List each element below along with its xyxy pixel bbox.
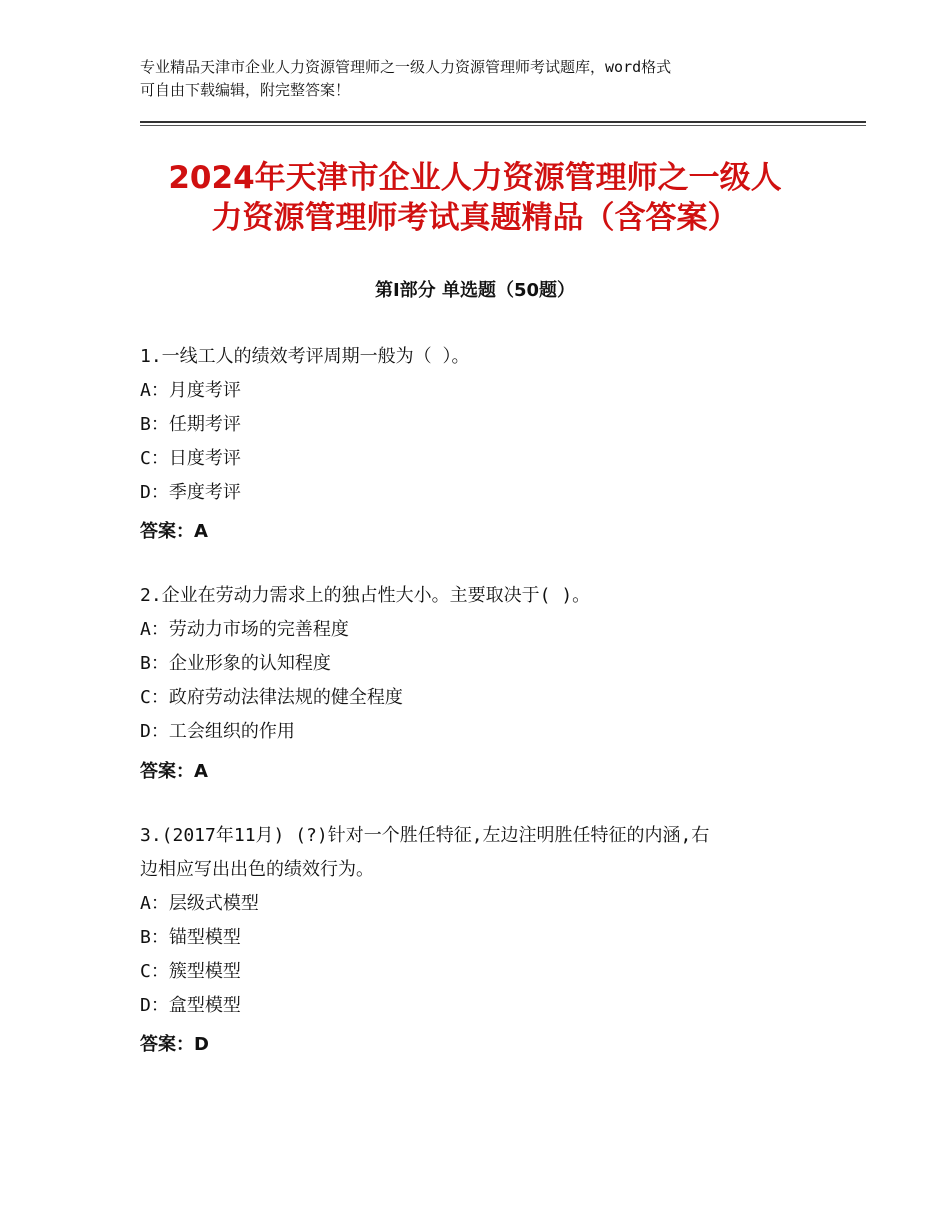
header-divider-thick	[140, 121, 866, 123]
header-note	[140, 56, 820, 102]
header-note-line-2: 可自由下载编辑，附完整答案！	[140, 81, 351, 99]
question-1-text: 1.一线工人的绩效考评周期一般为（ ）。	[140, 346, 470, 367]
document-title-line-2: 力资源管理师考试真题精品（含答案）	[211, 200, 739, 236]
question-1-answer: 答案：A	[140, 521, 208, 542]
question-2-option-c: C：政府劳动法律法规的健全程度	[140, 687, 403, 708]
question-2-option-d: D：工会组织的作用	[140, 721, 295, 742]
question-3-option-b: B：锚型模型	[140, 927, 241, 948]
question-3-option-c: C：簇型模型	[140, 961, 241, 982]
question-3-text-line-1: 3.(2017年11月) (?)针对一个胜任特征,左边注明胜任特征的内涵,右	[140, 825, 710, 846]
question-3-answer: 答案：D	[140, 1034, 209, 1055]
question-2-answer: 答案：A	[140, 761, 208, 782]
section-title: 第Ⅰ部分 单选题（50题）	[374, 280, 575, 301]
question-2-text: 2.企业在劳动力需求上的独占性大小。主要取决于( )。	[140, 585, 591, 606]
question-2-option-a: A：劳动力市场的完善程度	[140, 619, 349, 640]
header-divider-thin	[140, 125, 866, 126]
document-title-line-1: 2024年天津市企业人力资源管理师之一级人	[168, 160, 782, 196]
question-1-option-d: D：季度考评	[140, 482, 241, 503]
question-1-option-a: A：月度考评	[140, 380, 241, 401]
document-title	[120, 158, 830, 238]
question-3-text-line-2: 边相应写出出色的绩效行为。	[140, 859, 374, 880]
question-2-option-b: B：企业形象的认知程度	[140, 653, 331, 674]
question-3-option-d: D：盒型模型	[140, 995, 241, 1016]
question-3-option-a: A：层级式模型	[140, 893, 259, 914]
header-note-line-1: 专业精品天津市企业人力资源管理师之一级人力资源管理师考试题库，word格式	[140, 58, 672, 76]
question-1-option-c: C：日度考评	[140, 448, 241, 469]
question-1-option-b: B：任期考评	[140, 414, 241, 435]
